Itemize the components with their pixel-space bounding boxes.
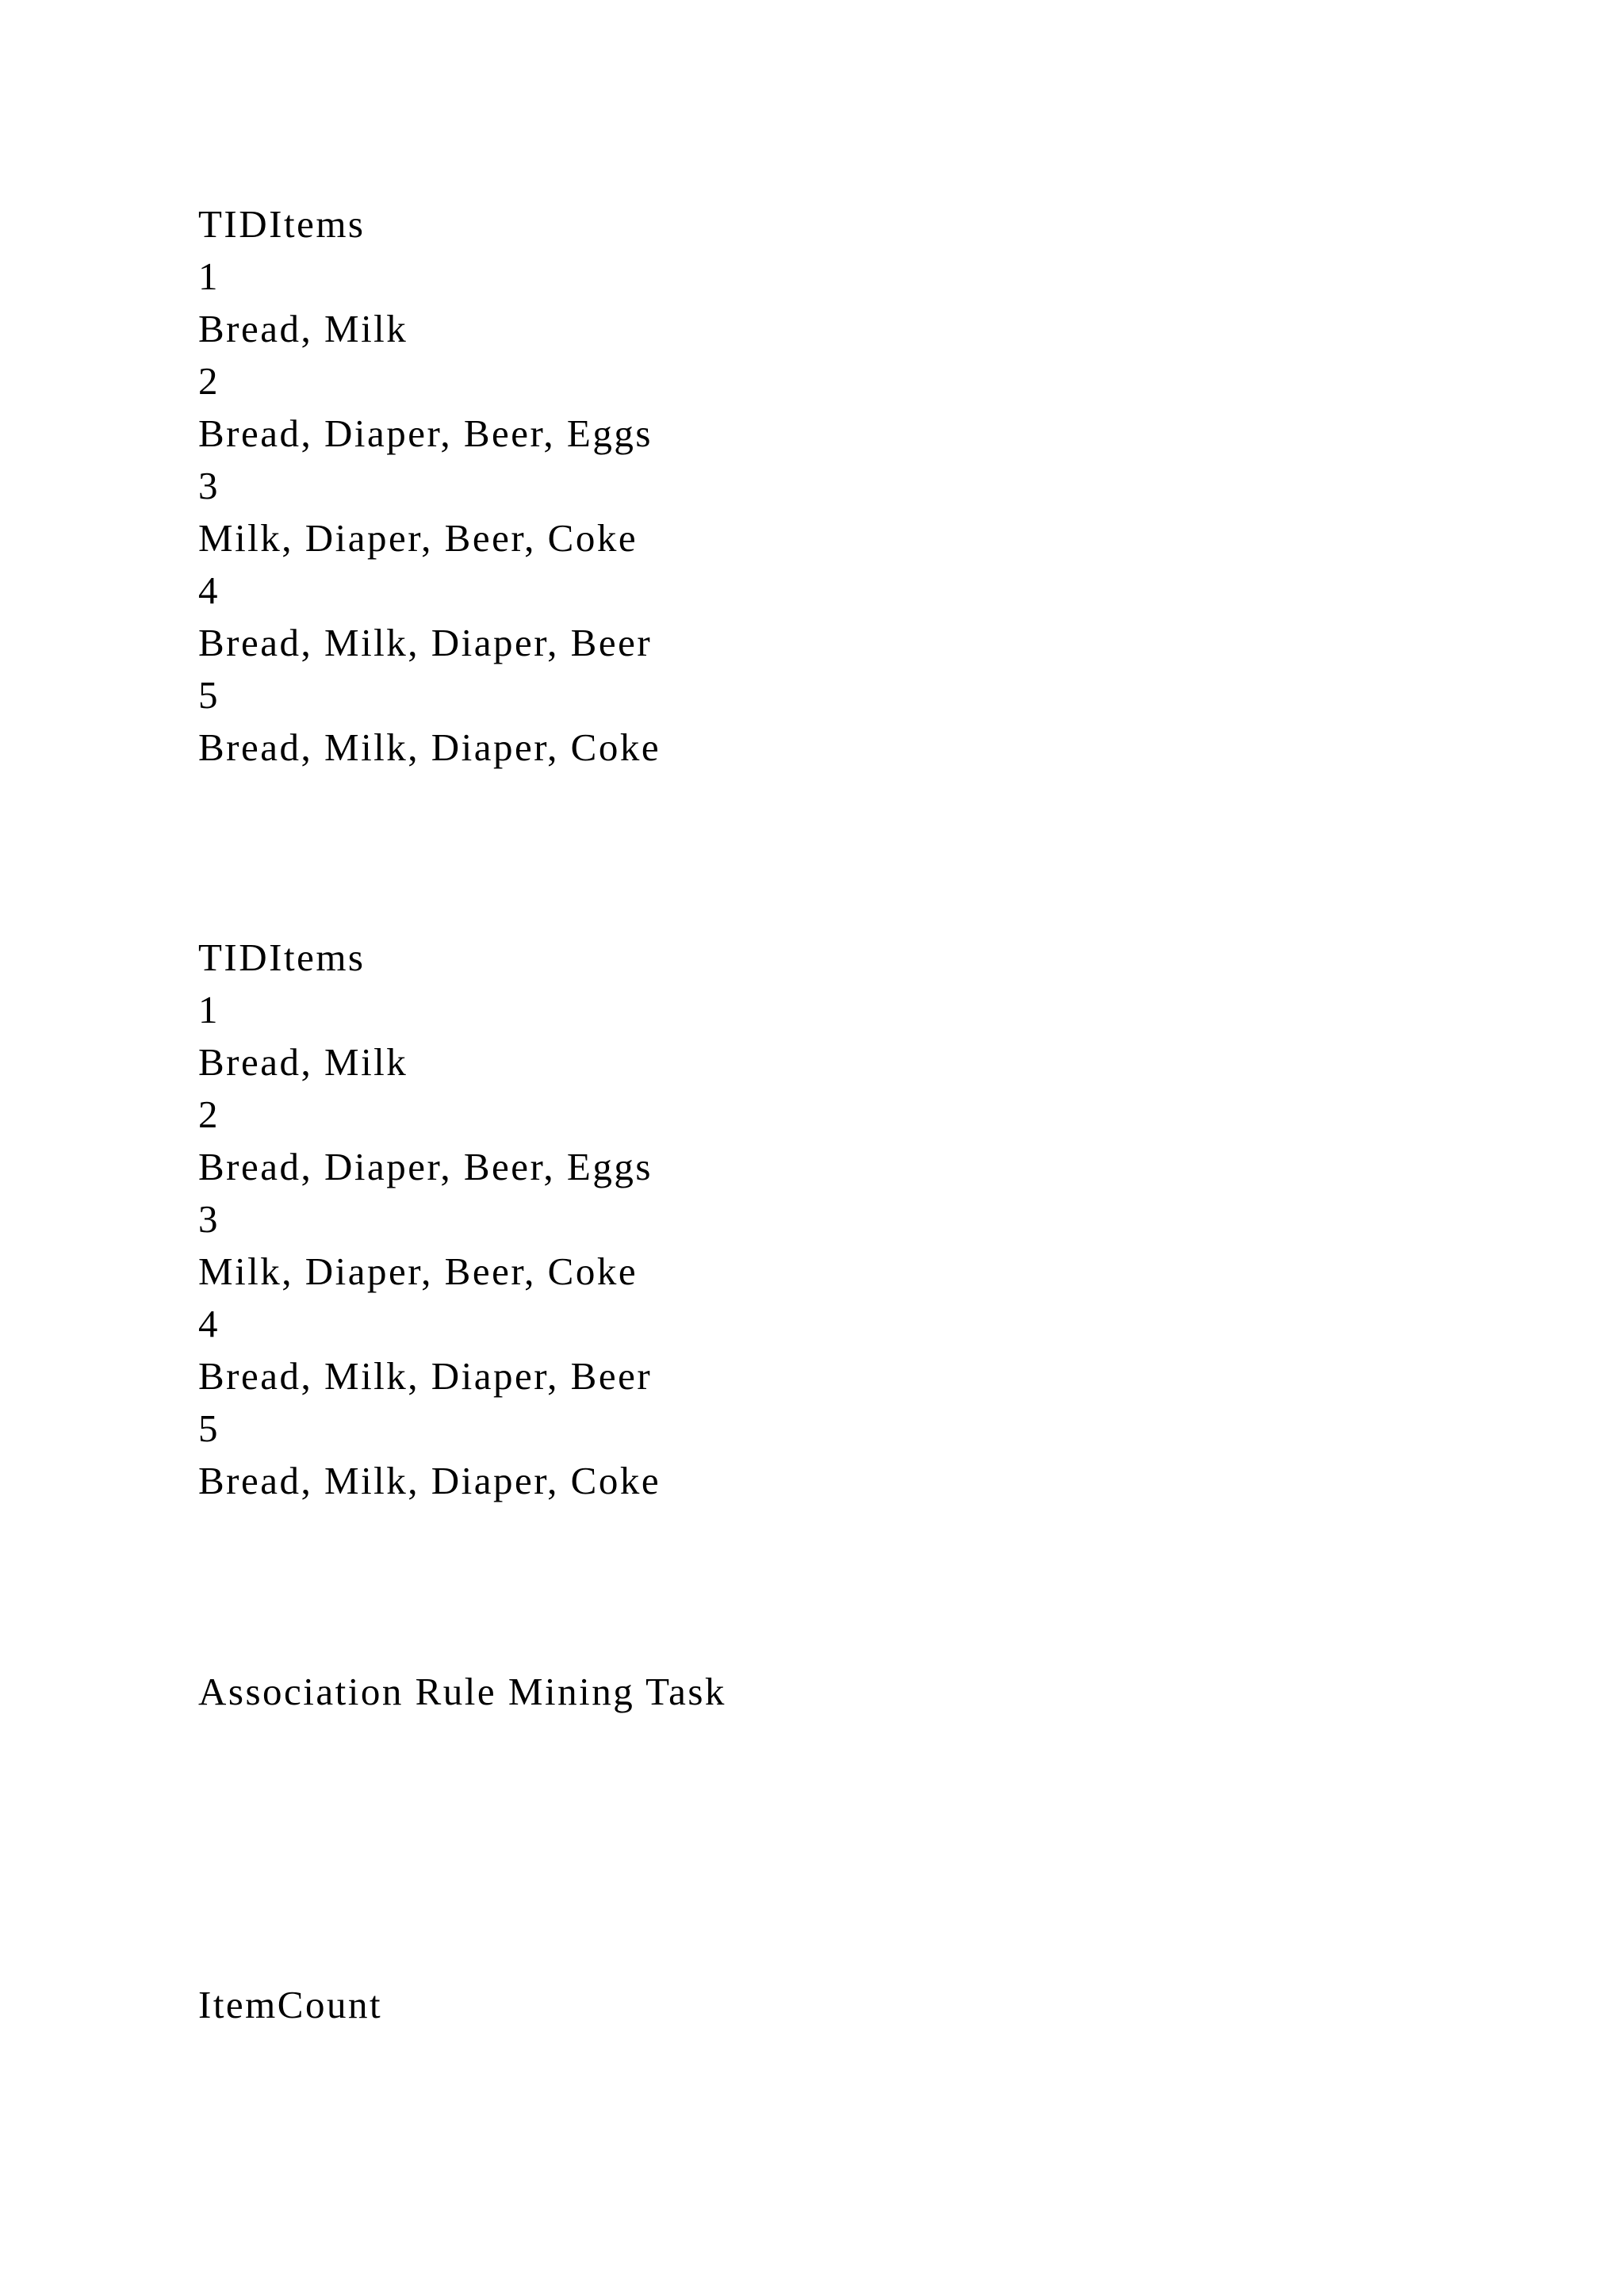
- table2-tid: 2: [198, 1093, 220, 1136]
- table2-tid: 3: [198, 1197, 220, 1241]
- table2-tid: 4: [198, 1302, 220, 1345]
- table2-items: Bread, Milk: [198, 1040, 408, 1084]
- table2-items: Bread, Milk, Diaper, Coke: [198, 1459, 661, 1502]
- table1-tid: 4: [198, 568, 220, 612]
- table1-items: Milk, Diaper, Beer, Coke: [198, 516, 638, 560]
- table1-items: Bread, Milk: [198, 307, 408, 350]
- table2-tid: 1: [198, 988, 220, 1031]
- table2-tid: 5: [198, 1406, 220, 1450]
- table1-items: Bread, Milk, Diaper, Coke: [198, 725, 661, 769]
- table1-header: TIDItems: [198, 202, 366, 246]
- table1-items: Bread, Diaper, Beer, Eggs: [198, 411, 653, 455]
- table2-header: TIDItems: [198, 936, 366, 979]
- table1-tid: 5: [198, 673, 220, 717]
- item-count-header: ItemCount: [198, 1983, 383, 2026]
- table2-items: Bread, Milk, Diaper, Beer: [198, 1354, 653, 1398]
- table2-items: Milk, Diaper, Beer, Coke: [198, 1249, 638, 1293]
- table1-items: Bread, Milk, Diaper, Beer: [198, 621, 653, 664]
- section-title: Association Rule Mining Task: [198, 1670, 726, 1713]
- table2-items: Bread, Diaper, Beer, Eggs: [198, 1145, 653, 1188]
- table1-tid: 3: [198, 464, 220, 507]
- table1-tid: 1: [198, 254, 220, 298]
- table1-tid: 2: [198, 359, 220, 403]
